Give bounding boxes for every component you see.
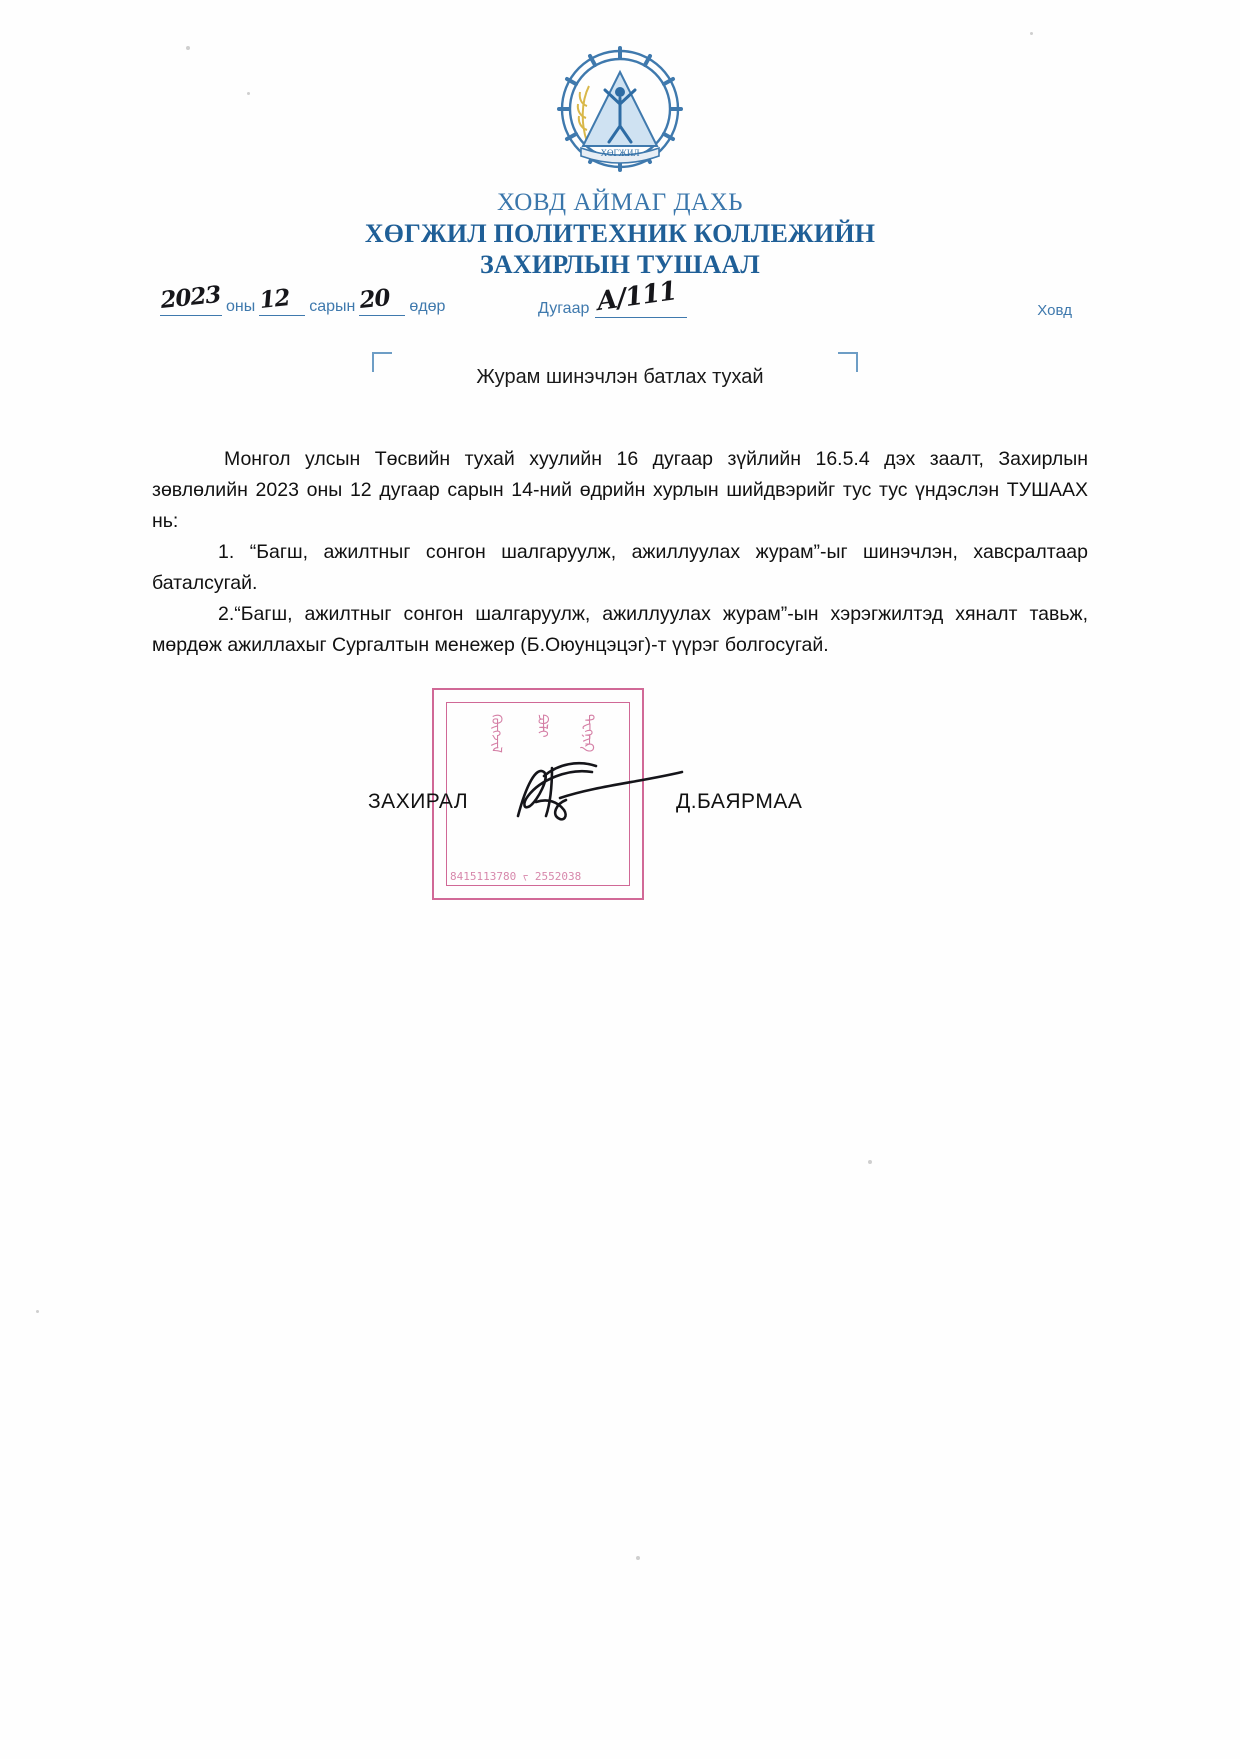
document-meta-row bbox=[0, 276, 1240, 330]
signatory-name: Д.БАЯРМАА bbox=[676, 790, 803, 813]
document-type-line: ЗАХИРЛЫН ТУШААЛ bbox=[479, 250, 760, 280]
body-intro-paragraph: Монгол улсын Төсвийн тухай хуулийн 16 дугаар зүйлийн 16.5.4 дэх заалт, Захирлын зөвлөлийн 2023 оны 12 дугаар сарын 14-ний өдрийн хурлын шийдвэрийг тус тус үндэслэн ТУШААХ нь: bbox=[152, 448, 1088, 532]
seal-script-column-1: ᠬᠥᠭᠵᠢᠯ bbox=[488, 714, 504, 753]
emblem-container bbox=[0, 46, 1240, 172]
document-body bbox=[152, 444, 1088, 661]
seal-script-column-2: ᠫᠣᠯᠢ bbox=[534, 714, 550, 738]
body-item-1: 1. “Багш, ажилтныг сонгон шалгаруулж, ажиллуулах журам”-ыг шинэчлэн, хавсралтаар баталсугай. bbox=[152, 541, 1088, 594]
seal-registration-number: 8415113780 ᠵ 2552038 bbox=[450, 870, 582, 883]
signatory-title: ЗАХИРАЛ bbox=[368, 790, 469, 813]
day-label: өдөр bbox=[409, 298, 446, 315]
month-handwritten: 12 bbox=[258, 284, 292, 314]
scan-speckle bbox=[36, 1310, 39, 1313]
subject-title: Журам шинэчлэн батлах тухай bbox=[476, 366, 764, 388]
number-label: Дугаар bbox=[538, 300, 590, 317]
month-field bbox=[258, 284, 305, 316]
letterhead bbox=[0, 188, 1240, 281]
emblem-caption: ХӨГЖИЛ bbox=[600, 148, 640, 158]
number-handwritten: А/111 bbox=[595, 276, 679, 317]
number-line bbox=[538, 276, 687, 318]
number-field bbox=[595, 276, 687, 318]
date-line bbox=[159, 280, 446, 316]
khogjil-polytechnic-college-emblem bbox=[557, 46, 683, 172]
signature-row bbox=[0, 790, 1240, 830]
place-label: Ховд bbox=[1037, 302, 1072, 319]
org-region-line: ХОВД АЙМАГ ДАХЬ bbox=[497, 189, 743, 216]
org-name-line: ХӨГЖИЛ ПОЛИТЕХНИК КОЛЛЕЖИЙН bbox=[364, 218, 876, 248]
day-handwritten: 20 bbox=[358, 284, 392, 314]
body-item-2: 2.“Багш, ажилтныг сонгон шалгаруулж, ажиллуулах журам”-ын хэрэгжилтэд хяналт тавьж, мөрдөж ажиллахыг Сургалтын менежер (Б.Оюунцэцэг)-т үүрэг болгосугай. bbox=[152, 603, 1088, 656]
scan-speckle bbox=[1030, 32, 1033, 35]
seal-script-column-3: ᠲᠧᠬᠨᠢᠺ bbox=[580, 714, 596, 753]
month-label: сарын bbox=[309, 298, 356, 315]
year-field bbox=[159, 280, 222, 316]
year-handwritten: 2023 bbox=[159, 280, 222, 314]
year-label: оны bbox=[226, 298, 256, 315]
scan-speckle bbox=[868, 1160, 872, 1164]
subject-zone bbox=[0, 352, 1240, 398]
day-field bbox=[358, 284, 405, 316]
scan-speckle bbox=[636, 1556, 640, 1560]
